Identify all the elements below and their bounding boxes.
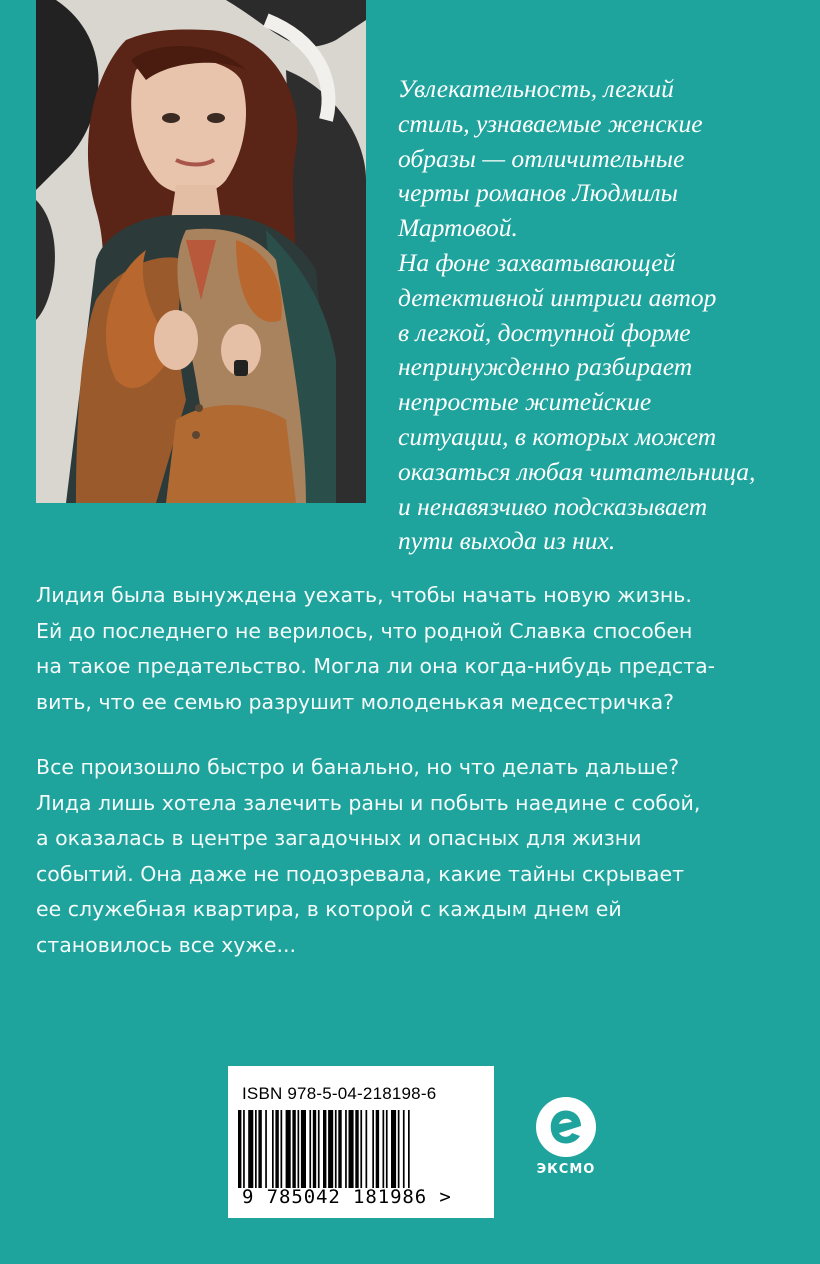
barcode-bar: [255, 1110, 257, 1188]
blurb-line: детективной интриги автор: [398, 282, 717, 312]
author-portrait-photo: [36, 0, 366, 503]
barcode-bar: [298, 1110, 300, 1188]
synopsis-line: Лидия была вынуждена уехать, чтобы начать новую жизнь.: [36, 583, 692, 607]
barcode-digits: 9 785042 181986 >: [242, 1186, 452, 1208]
barcode-bar: [372, 1110, 374, 1188]
blurb-line: черты романов Людмилы: [398, 178, 678, 208]
barcode-bar: [328, 1110, 333, 1188]
barcode-bar: [292, 1110, 295, 1188]
isbn-barcode: [228, 1066, 494, 1218]
blurb-line: и ненавязчиво подсказывает: [398, 491, 708, 521]
barcode-bar: [366, 1110, 368, 1188]
eksmo-logo-icon: [535, 1096, 597, 1158]
barcode-bar: [386, 1110, 388, 1188]
barcode-bar: [391, 1110, 396, 1188]
book-blurb: [398, 72, 808, 559]
barcode-bar: [238, 1110, 241, 1188]
synopsis-line: а оказалась в центре загадочных и опасных для жизни: [36, 826, 642, 850]
author-photo: [36, 0, 366, 503]
barcode-bar: [345, 1110, 347, 1188]
blurb-line: непринужденно разбирает: [398, 352, 693, 382]
isbn-label: ISBN 978-5-04-218198-6: [242, 1084, 437, 1103]
barcode-bar: [275, 1110, 278, 1188]
barcode-bar: [286, 1110, 291, 1188]
barcode-bar: [360, 1110, 362, 1188]
barcode-bar: [248, 1110, 253, 1188]
barcode-bar: [355, 1110, 358, 1188]
barcode-bar: [243, 1110, 245, 1188]
synopsis-line: Ей до последнего не верилось, что родной Славка способен: [36, 618, 693, 643]
synopsis-line: событий. Она даже не подозревала, какие тайны скрывает: [36, 861, 685, 886]
barcode-bar: [281, 1110, 283, 1188]
blurb-line: Мартовой.: [398, 213, 518, 243]
barcode-bar: [318, 1110, 320, 1188]
barcode-bar: [323, 1110, 326, 1188]
synopsis-line: на такое предательство. Могла ли она когда-нибудь предста-: [36, 654, 716, 678]
barcode-bar: [309, 1110, 311, 1188]
blurb-line: На фоне захватывающей: [398, 247, 676, 277]
barcode-bar: [265, 1110, 267, 1188]
blurb-line: Увлекательность, легкий: [398, 74, 674, 103]
blurb-line: ситуации, в которых может: [398, 421, 717, 451]
barcode-bar: [313, 1110, 316, 1188]
barcode-bar: [408, 1110, 410, 1188]
barcode-bar: [376, 1110, 379, 1188]
barcode-bar: [403, 1110, 405, 1188]
synopsis-line: вить, что ее семью разрушит молоденькая медсестричка?: [36, 689, 675, 714]
barcode-bar: [258, 1110, 261, 1188]
blurb-line: оказаться любая читательница,: [398, 456, 756, 486]
publisher-logo: [524, 1096, 608, 1177]
blurb-line: непростые житейские: [398, 387, 652, 417]
barcode-bar: [335, 1110, 337, 1188]
synopsis-paragraph: [36, 750, 796, 963]
barcode-bar: [349, 1110, 354, 1188]
synopsis-line: становилось все хуже...: [36, 932, 297, 957]
blurb-line: стиль, узнаваемые женские: [398, 108, 703, 138]
synopsis-line: Лида лишь хотела залечить раны и побыть наедине с собой,: [36, 790, 701, 815]
barcode-bars: [238, 1110, 484, 1188]
synopsis-line: Все произошло быстро и банально, но что делать дальше?: [36, 755, 680, 779]
publisher-name: ЭКСМО: [536, 1162, 596, 1177]
barcode-bar: [383, 1110, 385, 1188]
barcode-bar: [398, 1110, 400, 1188]
blurb-line: образы — отличительные: [398, 143, 685, 173]
blurb-line: пути выхода из них.: [398, 526, 616, 556]
barcode-bar: [338, 1110, 341, 1188]
synopsis-paragraph: [36, 578, 796, 720]
barcode-bar: [272, 1110, 274, 1188]
blurb-line: в легкой, доступной форме: [398, 317, 691, 347]
synopsis-line: ее служебная квартира, в которой с каждым днем ей: [36, 897, 622, 921]
barcode-bar: [301, 1110, 306, 1188]
book-synopsis: [36, 578, 796, 993]
